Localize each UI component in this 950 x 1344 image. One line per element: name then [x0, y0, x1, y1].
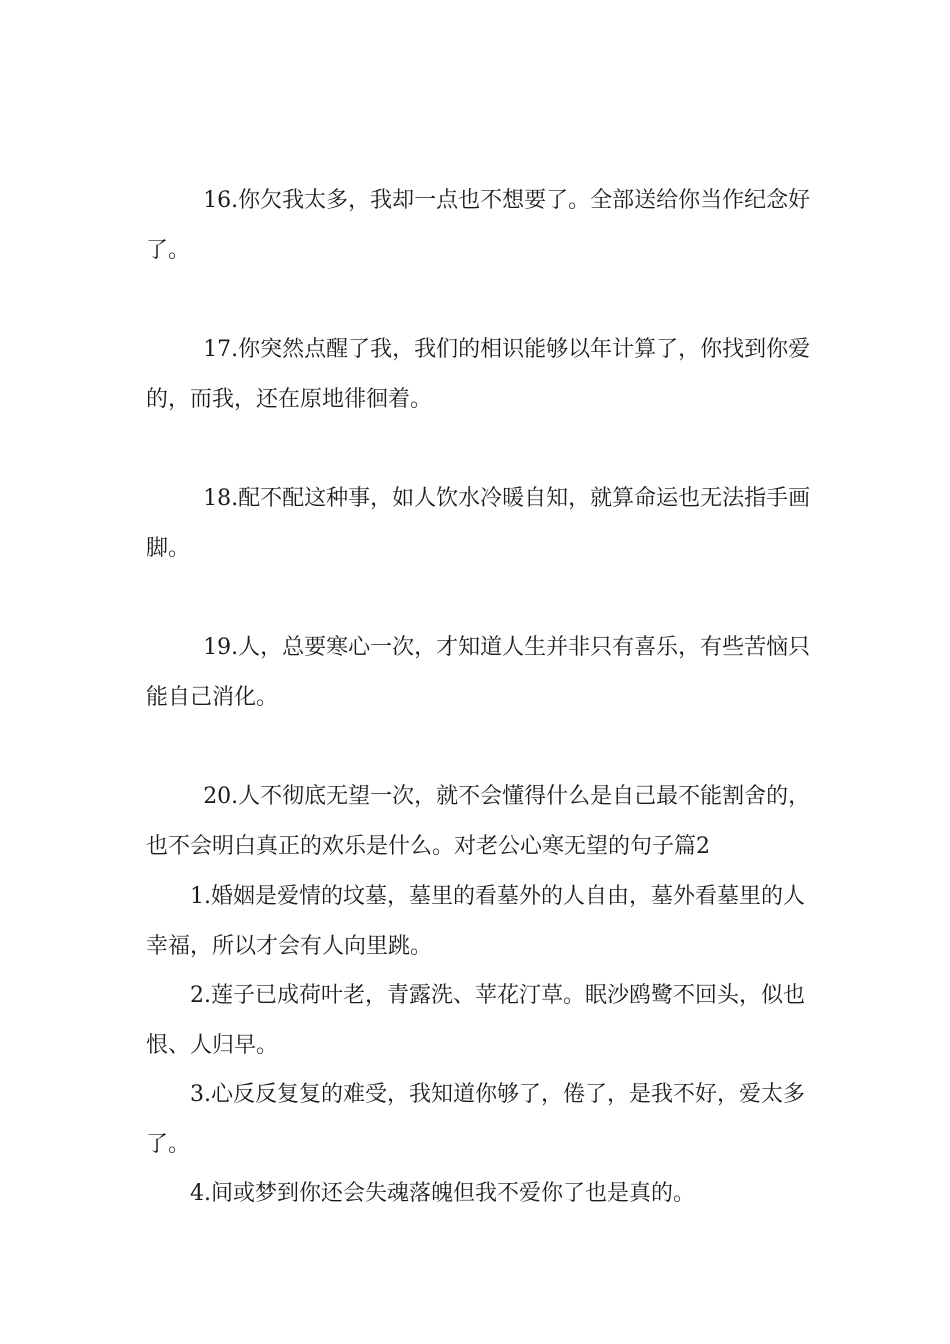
- paragraph-1: 1.婚姻是爱情的坟墓，墓里的看墓外的人自由，墓外看墓里的人幸福，所以才会有人向里跳。: [146, 884, 805, 959]
- paragraph-19: 19.人，总要寒心一次，才知道人生并非只有喜乐，有些苦恼只能自己消化。: [146, 635, 811, 710]
- paragraph-20: 20.人不彻底无望一次，就不会懂得什么是自己最不能割舍的，也不会明白真正的欢乐是什么。对老公心寒无望的句子篇2: [146, 784, 811, 859]
- paragraph-3: 3.心反反复复的难受，我知道你够了，倦了，是我不好，爱太多了。: [146, 1082, 805, 1157]
- paragraph-4: 4.间或梦到你还会失魂落魄但我不爱你了也是真的。: [190, 1181, 695, 1206]
- paragraph-18: 18.配不配这种事，如人饮水冷暖自知，就算命运也无法指手画脚。: [146, 486, 811, 561]
- paragraph-17: 17.你突然点醒了我，我们的相识能够以年计算了，你找到你爱的，而我，还在原地徘徊着。: [146, 337, 811, 412]
- paragraph-16: 16.你欠我太多，我却一点也不想要了。全部送给你当作纪念好了。: [146, 188, 811, 263]
- paragraph-2: 2.莲子已成荷叶老，青露洗、苹花汀草。眠沙鸥鹭不回头，似也恨、人归早。: [146, 983, 805, 1058]
